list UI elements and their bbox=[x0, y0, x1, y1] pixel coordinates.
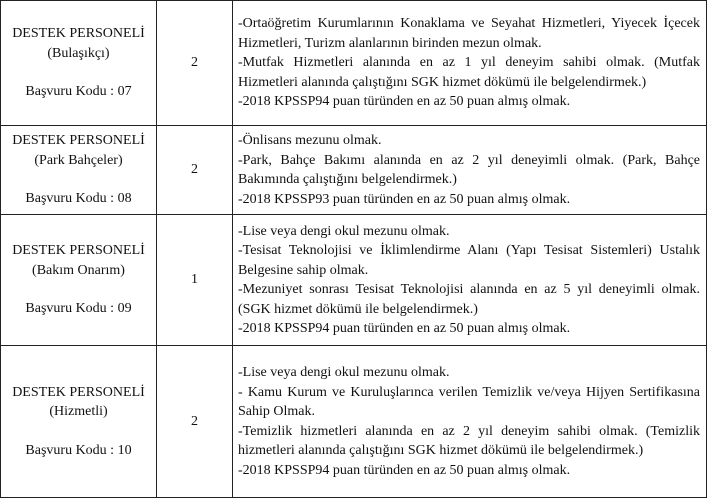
position-subtitle: (Bulaşıkçı) bbox=[47, 45, 110, 61]
position-title-cell bbox=[1, 126, 157, 215]
application-code: Başvuru Kodu : 07 bbox=[25, 84, 132, 100]
application-code: Başvuru Kodu : 09 bbox=[25, 301, 132, 317]
requirement-item: -2018 KPSSP93 puan türünden en az 50 puan almış olmak. bbox=[238, 191, 571, 207]
requirement-item: -Ortaöğretim Kurumlarının Konaklama ve Seyahat Hizmetleri, Yiyecek İçecek Hizmetleri, Turizm alanlarının birinden mezun olmak. bbox=[238, 16, 700, 51]
table-row bbox=[1, 1, 707, 126]
table-row bbox=[1, 126, 707, 215]
requirement-item: -2018 KPSSP94 puan türünden en az 50 puan almış olmak. bbox=[238, 462, 571, 478]
position-title-cell bbox=[1, 346, 157, 498]
requirement-item: -Tesisat Teknolojisi ve İklimlendirme Alanı (Yapı Tesisat Sistemleri) Ustalık Belgesine sahip olmak. bbox=[238, 243, 700, 278]
position-title: DESTEK PERSONELİ bbox=[12, 243, 145, 259]
requirements-cell bbox=[233, 346, 707, 498]
requirement-item: -Park, Bahçe Bakımı alanında en az 2 yıl deneyimli olmak. (Park, Bahçe Bakımında çalıştığını belgelendirmek.) bbox=[238, 152, 700, 187]
requirement-item: -Önlisans mezunu olmak. bbox=[238, 133, 382, 148]
requirements-cell bbox=[233, 126, 707, 215]
requirement-item: -Lise veya dengi okul mezunu olmak. bbox=[238, 223, 450, 239]
requirement-item: -2018 KPSSP94 puan türünden en az 50 puan almış olmak. bbox=[238, 94, 571, 110]
application-code: Başvuru Kodu : 08 bbox=[25, 191, 132, 207]
position-subtitle: (Park Bahçeler) bbox=[34, 152, 123, 168]
requirement-item: -2018 KPSSP94 puan türünden en az 50 puan almış olmak. bbox=[238, 321, 571, 336]
requirements-cell bbox=[233, 1, 707, 126]
table-row bbox=[1, 346, 707, 498]
position-subtitle: (Hizmetli) bbox=[49, 404, 108, 420]
position-title: DESTEK PERSONELİ bbox=[12, 133, 145, 149]
position-count: 2 bbox=[157, 346, 233, 498]
requirement-item: -Lise veya dengi okul mezunu olmak. bbox=[238, 365, 450, 380]
requirement-item: - Kamu Kurum ve Kuruluşlarınca verilen Temizlik ve/veya Hijyen Sertifikasına Sahip Olmak. bbox=[238, 384, 700, 419]
position-title-cell bbox=[1, 1, 157, 126]
requirement-item: -Temizlik hizmetleri alanında en az 2 yıl deneyim sahibi olmak. (Temizlik hizmetleri alanında çalıştığını SGK hizmet dökümü ile belgelendirmek.) bbox=[238, 423, 700, 458]
position-subtitle: (Bakım Onarım) bbox=[32, 262, 125, 278]
position-count: 2 bbox=[157, 1, 233, 126]
requirement-item: -Mezuniyet sonrası Tesisat Teknolojisi alanında en az 5 yıl deneyimli olmak. (SGK hizmet dökümü ile belgelendirmek.) bbox=[238, 282, 700, 317]
position-title: DESTEK PERSONELİ bbox=[12, 384, 145, 400]
application-code: Başvuru Kodu : 10 bbox=[25, 442, 132, 458]
position-count: 1 bbox=[157, 215, 233, 346]
position-title-cell bbox=[1, 215, 157, 346]
requirements-cell bbox=[233, 215, 707, 346]
position-title: DESTEK PERSONELİ bbox=[12, 26, 145, 42]
requirement-item: -Mutfak Hizmetleri alanında en az 1 yıl deneyim sahibi olmak. (Mutfak Hizmetleri alanında çalıştığını SGK hizmet dökümü ile belgelendirmek.) bbox=[238, 55, 700, 90]
position-count: 2 bbox=[157, 126, 233, 215]
table-row bbox=[1, 215, 707, 346]
